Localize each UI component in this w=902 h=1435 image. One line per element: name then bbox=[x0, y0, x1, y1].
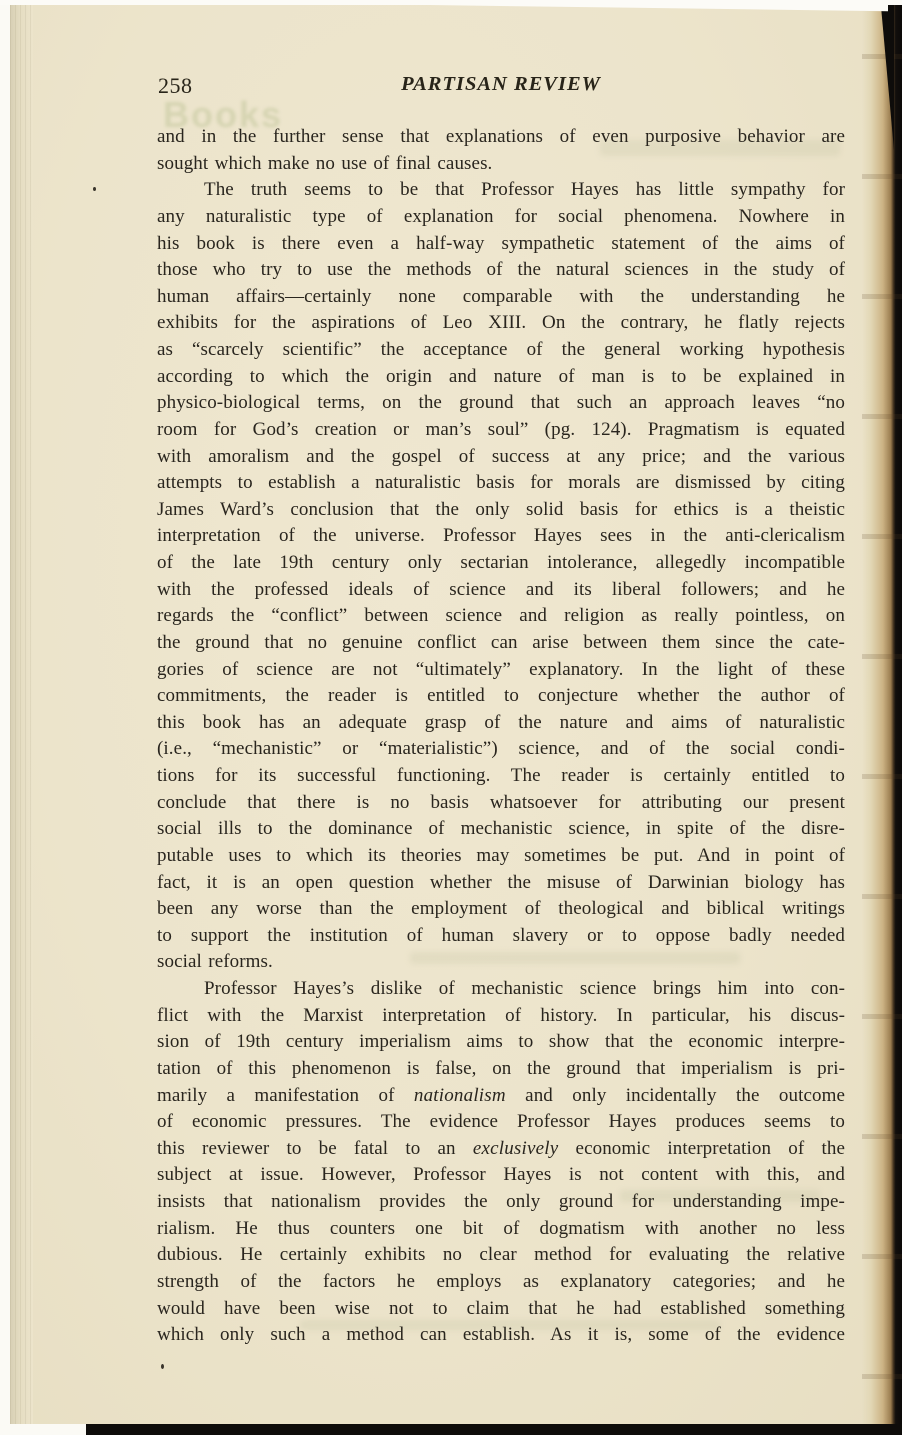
body-line: physico-biological terms, on the ground that such an approach leaves “no bbox=[157, 392, 845, 414]
body-line: strength of the factors he employs as explanatory categories; and he bbox=[157, 1270, 845, 1292]
ink-speck bbox=[161, 1364, 164, 1369]
running-header bbox=[157, 73, 845, 101]
body-line: room for God’s creation or man’s soul” (pg. 124). Pragmatism is equated bbox=[157, 418, 845, 440]
body-line: sion of 19th century imperialism aims to show that the economic interpre- bbox=[157, 1031, 845, 1053]
body-line: Professor Hayes’s dislike of mechanistic science brings him into con- bbox=[204, 978, 845, 999]
body-line: regards the “conflict” between science and religion as really pointless, on bbox=[157, 605, 845, 627]
body-line: any naturalistic type of explanation for social phenomena. Nowhere in bbox=[157, 205, 845, 227]
body-line: putable uses to which its theories may sometimes be put. And in point of bbox=[157, 844, 845, 866]
body-line: been any worse than the employment of theological and biblical writings bbox=[157, 898, 845, 920]
body-line: flict with the Marxist interpretation of history. In particular, his discus- bbox=[157, 1004, 845, 1026]
body-line: the ground that no genuine conflict can arise between them since the cate- bbox=[157, 631, 845, 653]
body-line: of economic pressures. The evidence Professor Hayes produces seems to bbox=[157, 1111, 845, 1133]
printed-content bbox=[157, 73, 845, 1349]
body-line: as “scarcely scientific” the acceptance of the general working hypothesis bbox=[157, 339, 845, 360]
body-line: those who try to use the methods of the natural sciences in the study of bbox=[157, 259, 845, 281]
body-line: this reviewer to be fatal to an exclusively economic interpretation of the bbox=[157, 1137, 846, 1159]
body-line: interpretation of the universe. Professor Hayes sees in the anti-clericalism bbox=[157, 525, 845, 547]
body-line: sought which make no use of final causes. bbox=[157, 152, 493, 174]
ink-speck bbox=[93, 187, 96, 191]
body-line: social reforms. bbox=[157, 951, 273, 973]
body-line: marily a manifestation of nationalism and only incidentally the outcome bbox=[157, 1084, 845, 1106]
body-line: his book is there even a half-way sympathetic statement of the aims of bbox=[157, 232, 845, 254]
body-line: according to which the origin and nature of man is to be explained in bbox=[157, 365, 845, 387]
body-line: commitments, the reader is entitled to conjecture whether the author of bbox=[157, 685, 845, 707]
page-deckle-edge-right bbox=[862, 0, 902, 1435]
page-stack-edge-left bbox=[10, 0, 33, 1435]
body-line: to support the institution of human slavery or to oppose badly needed bbox=[157, 924, 845, 946]
ink-bleed-watermark: Books bbox=[163, 94, 284, 135]
body-line: dubious. He certainly exhibits no clear method for evaluating the relative bbox=[157, 1244, 845, 1266]
body-line: social ills to the dominance of mechanistic science, in spite of the disre- bbox=[157, 818, 845, 840]
body-line: attempts to establish a naturalistic basis for morals are dismissed by citing bbox=[157, 472, 845, 494]
body-line: tation of this phenomenon is false, on the ground that imperialism is pri- bbox=[157, 1057, 845, 1079]
body-line: rialism. He thus counters one bit of dogmatism with another no less bbox=[157, 1217, 845, 1239]
body-line: this book has an adequate grasp of the nature and aims of naturalistic bbox=[157, 711, 845, 733]
scan-border-bottom bbox=[86, 1424, 902, 1435]
body-line: which only such a method can establish. As it is, some of the evidence bbox=[157, 1324, 845, 1346]
body-line: would have been wise not to claim that he had established something bbox=[157, 1297, 845, 1319]
body-text bbox=[157, 124, 845, 1349]
journal-title: PARTISAN REVIEW bbox=[401, 73, 601, 95]
body-line: with the professed ideals of science and its liberal followers; and he bbox=[157, 578, 845, 600]
scanner-margin-bottom-left bbox=[0, 1424, 86, 1435]
body-line: of the late 19th century only sectarian intolerance, allegedly incompatible bbox=[157, 552, 845, 573]
body-line: fact, it is an open question whether the misuse of Darwinian biology has bbox=[157, 871, 845, 893]
body-line: The truth seems to be that Professor Hayes has little sympathy for bbox=[204, 179, 845, 201]
body-line: human affairs—certainly none comparable with the understanding he bbox=[157, 285, 845, 307]
scanner-margin-left bbox=[0, 0, 10, 1435]
body-line: tions for its successful functioning. The reader is certainly entitled to bbox=[157, 765, 845, 786]
body-line: gories of science are not “ultimately” explanatory. In the light of these bbox=[157, 658, 845, 680]
body-line: exhibits for the aspirations of Leo XIII. On the contrary, he flatly rejects bbox=[157, 312, 845, 334]
page-number: 258 bbox=[158, 73, 193, 98]
body-line: and in the further sense that explanations of even purposive behavior are bbox=[157, 126, 845, 147]
body-line: conclude that there is no basis whatsoever for attributing our present bbox=[157, 791, 845, 813]
body-line: insists that nationalism provides the only ground for understanding impe- bbox=[157, 1191, 845, 1212]
body-line: subject at issue. However, Professor Hayes is not content with this, and bbox=[157, 1164, 845, 1186]
body-line: (i.e., “mechanistic” or “materialistic”) science, and of the social condi- bbox=[157, 738, 845, 760]
body-line: James Ward’s conclusion that the only solid basis for ethics is a theistic bbox=[157, 498, 845, 520]
body-line: with amoralism and the gospel of success at any price; and the various bbox=[157, 445, 845, 467]
